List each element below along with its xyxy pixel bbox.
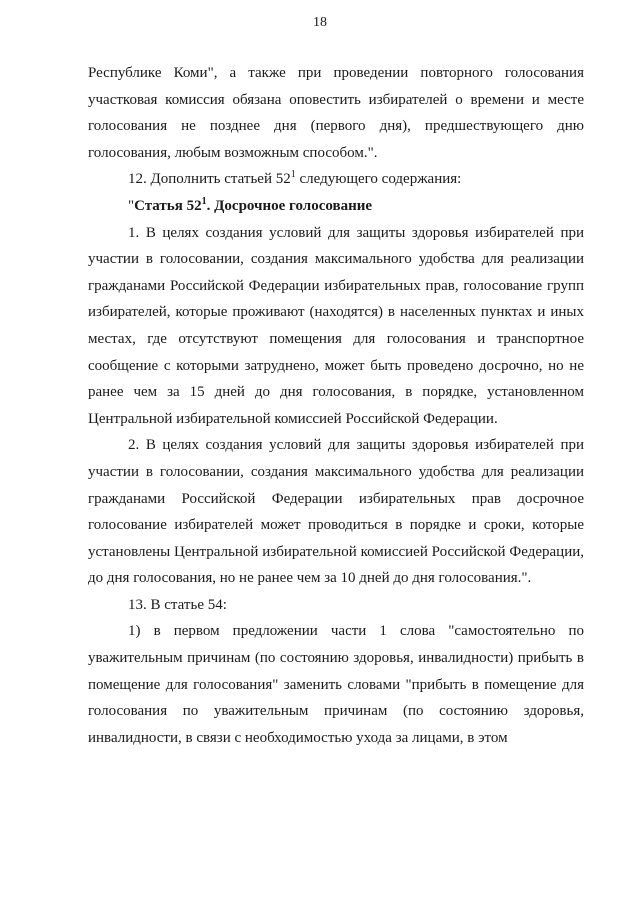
item-12-text: 12. Дополнить статьей 52	[128, 171, 291, 188]
item-12	[88, 166, 584, 193]
article-part-1: 1. В целях создания условий для защиты здоровья избирателей при участии в голосовании, создания максимального удобства для реализации гражданами Российской Федерации избирательных прав, голосование групп избирателей, которые проживают (находятся) в населенных пунктах и иных местах, где отсутствуют помещения для голосования и транспортное сообщение с которыми затруднено, может быть проведено досрочно, но не ранее чем за 15 дней до дня голосования, в порядке, установленном Центральной избирательной комиссией Российской Федерации.	[88, 224, 584, 427]
item-13: 13. В статье 54:	[128, 596, 227, 613]
article-title: Статья 52	[134, 197, 202, 214]
item-12-superscript: 1	[290, 169, 296, 181]
article-title-superscript: 1	[201, 195, 207, 207]
document-body	[88, 60, 584, 751]
page-number: 18	[313, 15, 327, 30]
article-part-2: 2. В целях создания условий для защиты здоровья избирателей при участии в голосовании, создания максимального удобства для реализации гражданами Российской Федерации избирательных прав досрочное голосование избирателей может проводиться в порядке и сроки, которые установлены Центральной избирательной комиссией Российской Федерации, до дня голосования, но не ранее чем за 10 дней до дня голосования.".	[88, 437, 584, 587]
article-title-end: . Досрочное голосование	[206, 197, 373, 214]
item-13-subitem-1: 1) в первом предложении части 1 слова "самостоятельно по уважительным причинам (по состоянию здоровья, инвалидности) прибыть в помещение для голосования" заменить словами "прибыть в помещение для голосования по уважительным причинам (по состоянию здоровья, инвалидности, в связи с необходимостью ухода за лицами, в этом	[88, 623, 584, 746]
continuation-paragraph: Республике Коми", а также при проведении повторного голосования участковая комиссия обязана оповестить избирателей о времени и месте голосования не позднее дня (первого дня), предшествующего дню голосования, любым возможным способом.".	[88, 65, 584, 161]
article-heading	[88, 193, 584, 220]
article-open-quote: "	[128, 197, 135, 214]
item-12-text-end: следующего содержания:	[295, 171, 462, 188]
